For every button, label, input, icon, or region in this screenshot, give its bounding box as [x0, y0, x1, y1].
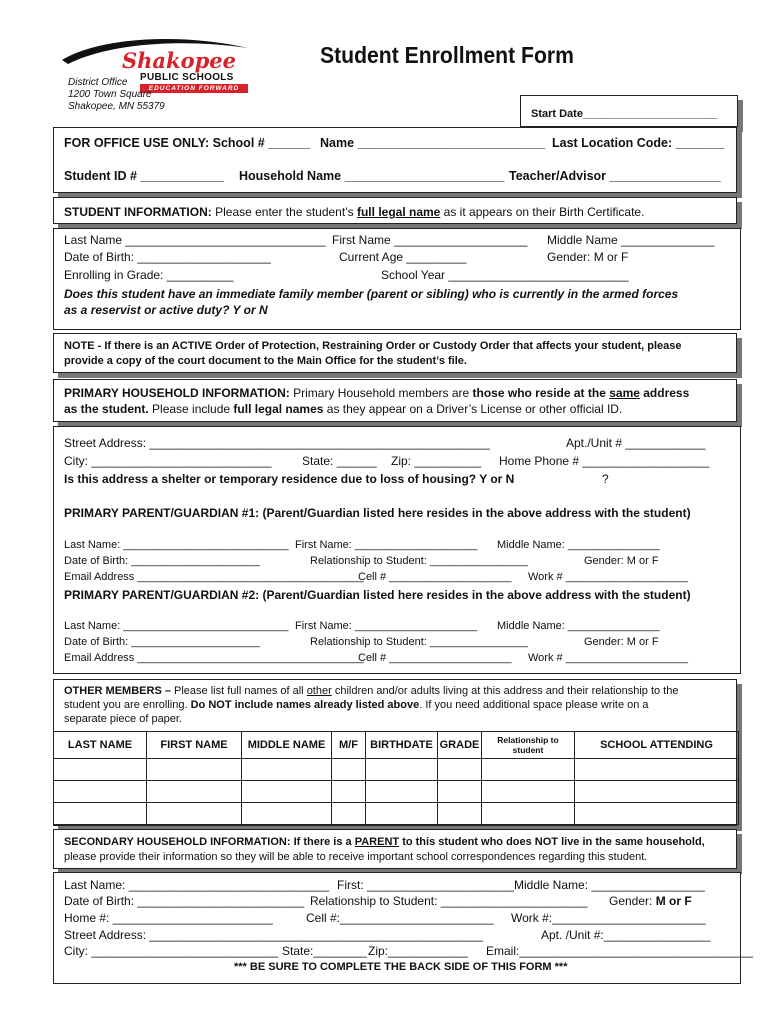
other-members-l2a: student you are enrolling. — [64, 699, 191, 711]
guardian1-email-field[interactable]: Email Address _____________________________________ — [64, 571, 364, 583]
primary-header-l2d: as they appear on a Driver’s License or other official ID. — [323, 402, 623, 416]
office-household-name-field[interactable]: Household Name _______________________ — [239, 169, 505, 183]
secondary-relationship-field[interactable]: Relationship to Student: ______________________ — [310, 894, 588, 908]
col-middle-name: MIDDLE NAME — [242, 732, 332, 759]
note-box — [53, 333, 737, 373]
primary-home-phone-field[interactable]: Home Phone # ___________________ — [499, 454, 710, 468]
guardian1-dob-field[interactable]: Date of Birth: _____________________ — [64, 555, 260, 567]
primary-header-text1: Primary Household members are — [289, 386, 473, 400]
start-date-box[interactable] — [520, 95, 738, 127]
guardian1-middle-name-field[interactable]: Middle Name: _______________ — [497, 539, 660, 551]
student-grade-field[interactable]: Enrolling in Grade: __________ — [64, 268, 234, 282]
secondary-last-name-field[interactable]: Last Name: ______________________________ — [64, 878, 329, 892]
shelter-question[interactable]: Is this address a shelter or temporary residence due to loss of housing? Y or N — [64, 472, 515, 486]
district-line2: 1200 Town Square — [68, 89, 152, 100]
logo-tagline: EDUCATION FORWARD — [140, 84, 248, 93]
logo-sub: PUBLIC SCHOOLS — [140, 72, 234, 83]
guardian2-relationship-field[interactable]: Relationship to Student: ________________ — [310, 636, 528, 648]
guardian2-work-field[interactable]: Work # ____________________ — [528, 652, 689, 664]
student-dob-field[interactable]: Date of Birth: ____________________ — [64, 250, 271, 264]
student-last-name-field[interactable]: Last Name ______________________________ — [64, 233, 326, 247]
other-members-l1c: other — [306, 685, 332, 697]
col-first-name: FIRST NAME — [147, 732, 242, 759]
district-line3: Shakopee, MN 55379 — [68, 101, 165, 112]
student-info-section — [53, 228, 741, 330]
primary-zip-field[interactable]: Zip: __________ — [391, 454, 482, 468]
guardian2-last-name-field[interactable]: Last Name: ___________________________ — [64, 620, 289, 632]
guardian2-gender-field[interactable]: Gender: M or F — [584, 636, 659, 648]
secondary-city-field[interactable]: City: ____________________________ — [64, 944, 279, 958]
secondary-cell-field[interactable]: Cell #:_______________________ — [306, 911, 494, 925]
military-question-line1: Does this student have an immediate family member (parent or sibling) who is currently in the armed forces — [64, 287, 679, 301]
secondary-household-section — [53, 872, 753, 984]
other-members-table — [53, 731, 739, 825]
guardian1-work-field[interactable]: Work # ____________________ — [528, 571, 689, 583]
secondary-gender-field[interactable] — [609, 894, 692, 908]
secondary-header-l1c: to this student who does NOT live in the same household, — [399, 836, 705, 848]
district-address — [68, 77, 165, 113]
page-title: Student Enrollment Form — [320, 42, 574, 68]
primary-header-label: PRIMARY HOUSEHOLD INFORMATION: — [64, 386, 290, 400]
col-mf: M/F — [332, 732, 366, 759]
col-grade: GRADE — [438, 732, 482, 759]
office-name-field[interactable]: Name ___________________________ — [320, 136, 546, 150]
guardian1-heading: PRIMARY PARENT/GUARDIAN #1: (Parent/Guardian listed here resides in the above address with the student) — [64, 506, 691, 520]
secondary-household-header — [53, 829, 737, 869]
note-line1: NOTE - If there is an ACTIVE Order of Protection, Restraining Order or Custody Order that affects your student, please — [64, 340, 682, 352]
guardian1-relationship-field[interactable]: Relationship to Student: ________________ — [310, 555, 528, 567]
other-members-l2c: . If you need additional space please write on a — [419, 699, 649, 711]
office-school-field[interactable]: FOR OFFICE USE ONLY: School # ______ — [64, 136, 310, 150]
office-student-id-field[interactable]: Student ID # ____________ — [64, 169, 224, 183]
secondary-street-field[interactable]: Street Address: __________________________________________________ — [64, 928, 484, 942]
primary-household-header — [53, 379, 737, 422]
military-question-line2[interactable]: as a reservist or active duty? Y or N — [64, 303, 268, 317]
secondary-gender-label: Gender: — [609, 894, 656, 908]
table-row[interactable] — [54, 781, 739, 803]
other-members-l1b: Please list full names of all — [174, 685, 307, 697]
secondary-header-l1a: SECONDARY HOUSEHOLD INFORMATION: If there is a — [64, 836, 355, 848]
back-side-reminder: *** BE SURE TO COMPLETE THE BACK SIDE OF THIS FORM *** — [234, 961, 568, 973]
office-teacher-field[interactable]: Teacher/Advisor ________________ — [509, 169, 721, 183]
student-info-instructions — [64, 205, 644, 219]
primary-header-text2: those who reside at the — [472, 386, 610, 400]
secondary-zip-field[interactable]: Zip:____________ — [368, 944, 469, 958]
shelter-question-mark: ? — [602, 472, 609, 486]
student-info-text-post: as it appears on their Birth Certificate. — [440, 205, 645, 219]
secondary-middle-name-field[interactable]: Middle Name: _________________ — [514, 878, 705, 892]
other-members-l1d: children and/or adults living at this address and their relationship to the — [331, 685, 679, 697]
secondary-email-field[interactable]: Email:___________________________________ — [486, 944, 753, 958]
secondary-home-phone-field[interactable]: Home #: ________________________ — [64, 911, 273, 925]
guardian1-gender-field[interactable]: Gender: M or F — [584, 555, 659, 567]
col-school: SCHOOL ATTENDING — [575, 732, 739, 759]
primary-state-field[interactable]: State: ______ — [302, 454, 377, 468]
guardian2-cell-field[interactable]: Cell # ____________________ — [358, 652, 512, 664]
guardian2-dob-field[interactable]: Date of Birth: _____________________ — [64, 636, 260, 648]
primary-household-section — [53, 426, 741, 674]
secondary-gender-options[interactable]: M or F — [655, 894, 692, 908]
guardian2-middle-name-field[interactable]: Middle Name: _______________ — [497, 620, 660, 632]
other-members-l2b: Do NOT include names already listed above — [190, 699, 420, 711]
primary-header-line1 — [64, 386, 689, 400]
primary-header-line2 — [64, 402, 622, 416]
other-members-line2 — [64, 699, 649, 711]
secondary-work-field[interactable]: Work #:_______________________ — [511, 911, 706, 925]
student-age-field[interactable]: Current Age _________ — [339, 250, 467, 264]
office-use-box — [53, 127, 737, 193]
col-birthdate: BIRTHDATE — [366, 732, 438, 759]
primary-header-l2b: Please include — [148, 402, 234, 416]
student-info-header — [53, 197, 737, 224]
other-members-section — [53, 679, 737, 826]
other-members-line1 — [64, 685, 678, 697]
district-line1: District Office — [68, 77, 128, 88]
guardian2-heading: PRIMARY PARENT/GUARDIAN #2: (Parent/Guardian listed here resides in the above address with the student) — [64, 588, 691, 602]
secondary-header-parent: PARENT — [354, 836, 400, 848]
secondary-state-field[interactable]: State:________ — [282, 944, 367, 958]
start-date-field[interactable]: Start Date______________________ — [531, 108, 718, 120]
secondary-first-name-field[interactable]: First: ______________________ — [337, 878, 514, 892]
other-members-label: OTHER MEMBERS – — [64, 685, 175, 697]
student-gender-field[interactable]: Gender: M or F — [547, 250, 629, 264]
student-info-text-pre: Please enter the student’s — [211, 205, 357, 219]
col-relationship: Relationship to student — [482, 732, 575, 759]
student-info-emphasis: full legal name — [356, 205, 441, 219]
primary-header-text4: address — [639, 386, 690, 400]
secondary-apt-field[interactable]: Apt. /Unit #:________________ — [541, 928, 711, 942]
guardian1-last-name-field[interactable]: Last Name: ___________________________ — [64, 539, 289, 551]
guardian2-first-name-field[interactable]: First Name: ____________________ — [295, 620, 478, 632]
student-info-label: STUDENT INFORMATION: — [64, 205, 212, 219]
guardian1-first-name-field[interactable]: First Name: ____________________ — [295, 539, 478, 551]
guardian2-email-field[interactable]: Email Address _____________________________________ — [64, 652, 364, 664]
primary-header-same: same — [609, 386, 640, 400]
col-last-name: LAST NAME — [54, 732, 147, 759]
student-school-year-field[interactable]: School Year ___________________________ — [381, 268, 629, 282]
logo-brand: Shakopee — [122, 48, 237, 73]
table-row[interactable] — [54, 759, 739, 781]
guardian1-cell-field[interactable]: Cell # ____________________ — [358, 571, 512, 583]
secondary-header-line1 — [64, 836, 705, 848]
table-row[interactable] — [54, 803, 739, 825]
student-middle-name-field[interactable]: Middle Name ______________ — [547, 233, 715, 247]
primary-apt-field[interactable]: Apt./Unit # ____________ — [566, 436, 706, 450]
secondary-dob-field[interactable]: Date of Birth: _________________________ — [64, 894, 305, 908]
student-first-name-field[interactable]: First Name ____________________ — [332, 233, 528, 247]
other-members-line3: separate piece of paper. — [64, 713, 183, 725]
office-location-code-field[interactable]: Last Location Code: _______ — [552, 136, 725, 150]
primary-city-field[interactable]: City: ___________________________ — [64, 454, 272, 468]
table-header-row — [54, 732, 739, 759]
primary-header-l2a: as the student. — [64, 402, 149, 416]
note-line2: provide a copy of the court document to the Main Office for the student’s file. — [64, 355, 467, 367]
primary-street-field[interactable]: Street Address: ___________________________________________________ — [64, 436, 490, 450]
secondary-header-line2: please provide their information so they will be able to receive important school correspondences regarding this student. — [64, 851, 648, 863]
primary-header-l2c: full legal names — [233, 402, 324, 416]
